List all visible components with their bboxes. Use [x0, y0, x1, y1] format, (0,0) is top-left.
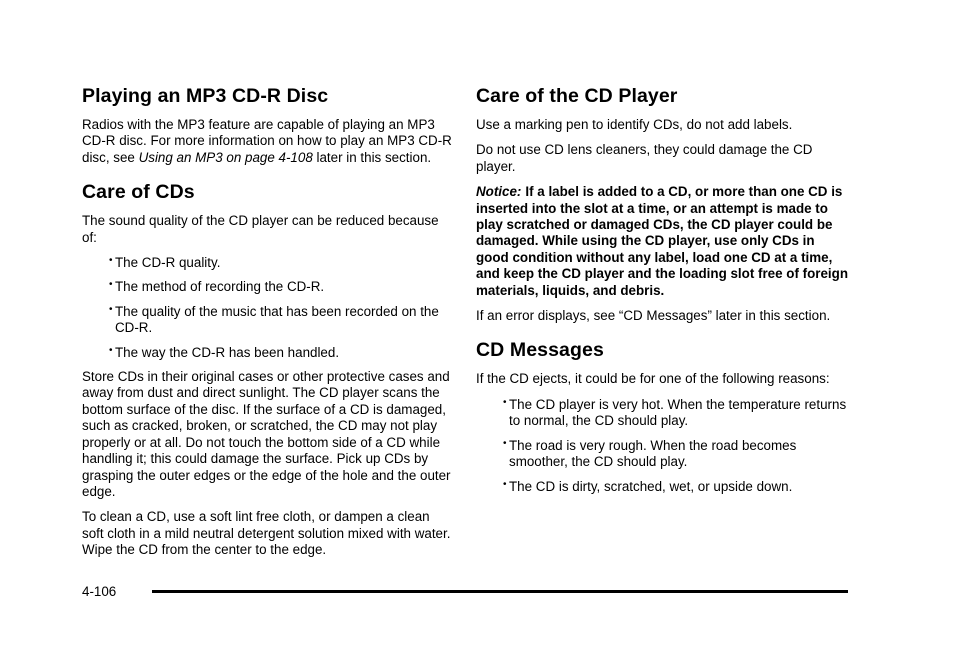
bullet-icon: •: [503, 478, 507, 490]
paragraph-mp3-info: [82, 117, 454, 166]
paragraph-lens-cleaners: Do not use CD lens cleaners, they could damage the CD player.: [476, 142, 813, 174]
heading-playing-mp3: Playing an MP3 CD-R Disc: [82, 85, 329, 107]
page-number: 4-106: [82, 584, 117, 599]
paragraph-eject-intro: If the CD ejects, it could be for one of the following reasons:: [476, 371, 830, 387]
list-item: [82, 345, 454, 361]
list-item-text: The quality of the music that has been recorded on the CD-R.: [115, 303, 439, 336]
bullet-icon: •: [109, 279, 113, 291]
list-quality-factors: [82, 255, 454, 361]
list-item: [82, 255, 454, 271]
paragraph-marking-pen: Use a marking pen to identify CDs, do not add labels.: [476, 117, 793, 132]
list-item-text: The CD is dirty, scratched, wet, or upside down.: [509, 478, 793, 494]
footer-rule: [152, 590, 848, 593]
mp3-page-reference: Using an MP3 on page 4-108: [138, 149, 313, 165]
heading-cd-messages: CD Messages: [476, 339, 604, 362]
list-item: [476, 438, 848, 471]
paragraph-storing-cds: Store CDs in their original cases or other protective cases and away from dust and direct sunlight. The CD player scans the bottom surface of the disc. If the surface of a CD is damaged, such as cracked, broken, or scratched, the CD may not play properly or at all. Do not touch the bottom side of a CD while handling it; this could damage the surface. Pick up CDs by grasping the outer edges or the edge of the hole and the outer edge.: [82, 369, 451, 499]
paragraph-cleaning-cds: To clean a CD, use a soft lint free cloth, or dampen a clean soft cloth in a mild neutral detergent solution mixed with water. Wipe the CD from the center to the edge.: [82, 509, 451, 558]
list-item-text: The way the CD-R has been handled.: [115, 344, 340, 360]
paragraph-error-display: If an error displays, see “CD Messages” later in this section.: [476, 308, 831, 324]
heading-care-of-cd-player: Care of the CD Player: [476, 85, 678, 107]
list-item-text: The road is very rough. When the road becomes smoother, the CD should play.: [509, 437, 797, 470]
notice-block: [476, 184, 848, 299]
notice-text: If a label is added to a CD, or more than one CD is inserted into the slot at a time, or an attempt is made to play scratched or damaged CDs, the CD player could be damaged. While using the CD player, use only CDs in good condition without any label, load one CD at a time, and keep the CD player and the loading slot free of foreign materials, liquids, and debris.: [476, 184, 849, 298]
list-eject-reasons: [476, 397, 848, 495]
left-column: [82, 84, 454, 568]
list-item-text: The method of recording the CD-R.: [115, 279, 325, 295]
page-footer: [82, 582, 848, 602]
list-item: [476, 397, 848, 430]
list-item-text: The CD-R quality.: [115, 255, 221, 271]
list-item-text: The CD player is very hot. When the temperature returns to normal, the CD should play.: [509, 396, 847, 429]
bullet-icon: •: [503, 437, 507, 449]
notice-label: Notice:: [476, 184, 522, 200]
mp3-text-pre: Radios with the MP3 feature are capable of playing an MP3 CD-R disc. For more information on how to play an MP3 CD-R disc, see: [82, 117, 452, 165]
list-item: [82, 304, 454, 337]
paragraph-care-intro: The sound quality of the CD player can be reduced because of:: [82, 213, 439, 245]
bullet-icon: •: [109, 255, 113, 267]
mp3-text-post: later in this section.: [312, 149, 432, 165]
bullet-icon: •: [109, 344, 113, 356]
list-item: [82, 279, 454, 295]
bullet-icon: •: [503, 396, 507, 408]
heading-care-of-cds: Care of CDs: [82, 181, 195, 204]
list-item: [476, 479, 848, 495]
bullet-icon: •: [109, 303, 113, 315]
right-column: [476, 84, 848, 503]
